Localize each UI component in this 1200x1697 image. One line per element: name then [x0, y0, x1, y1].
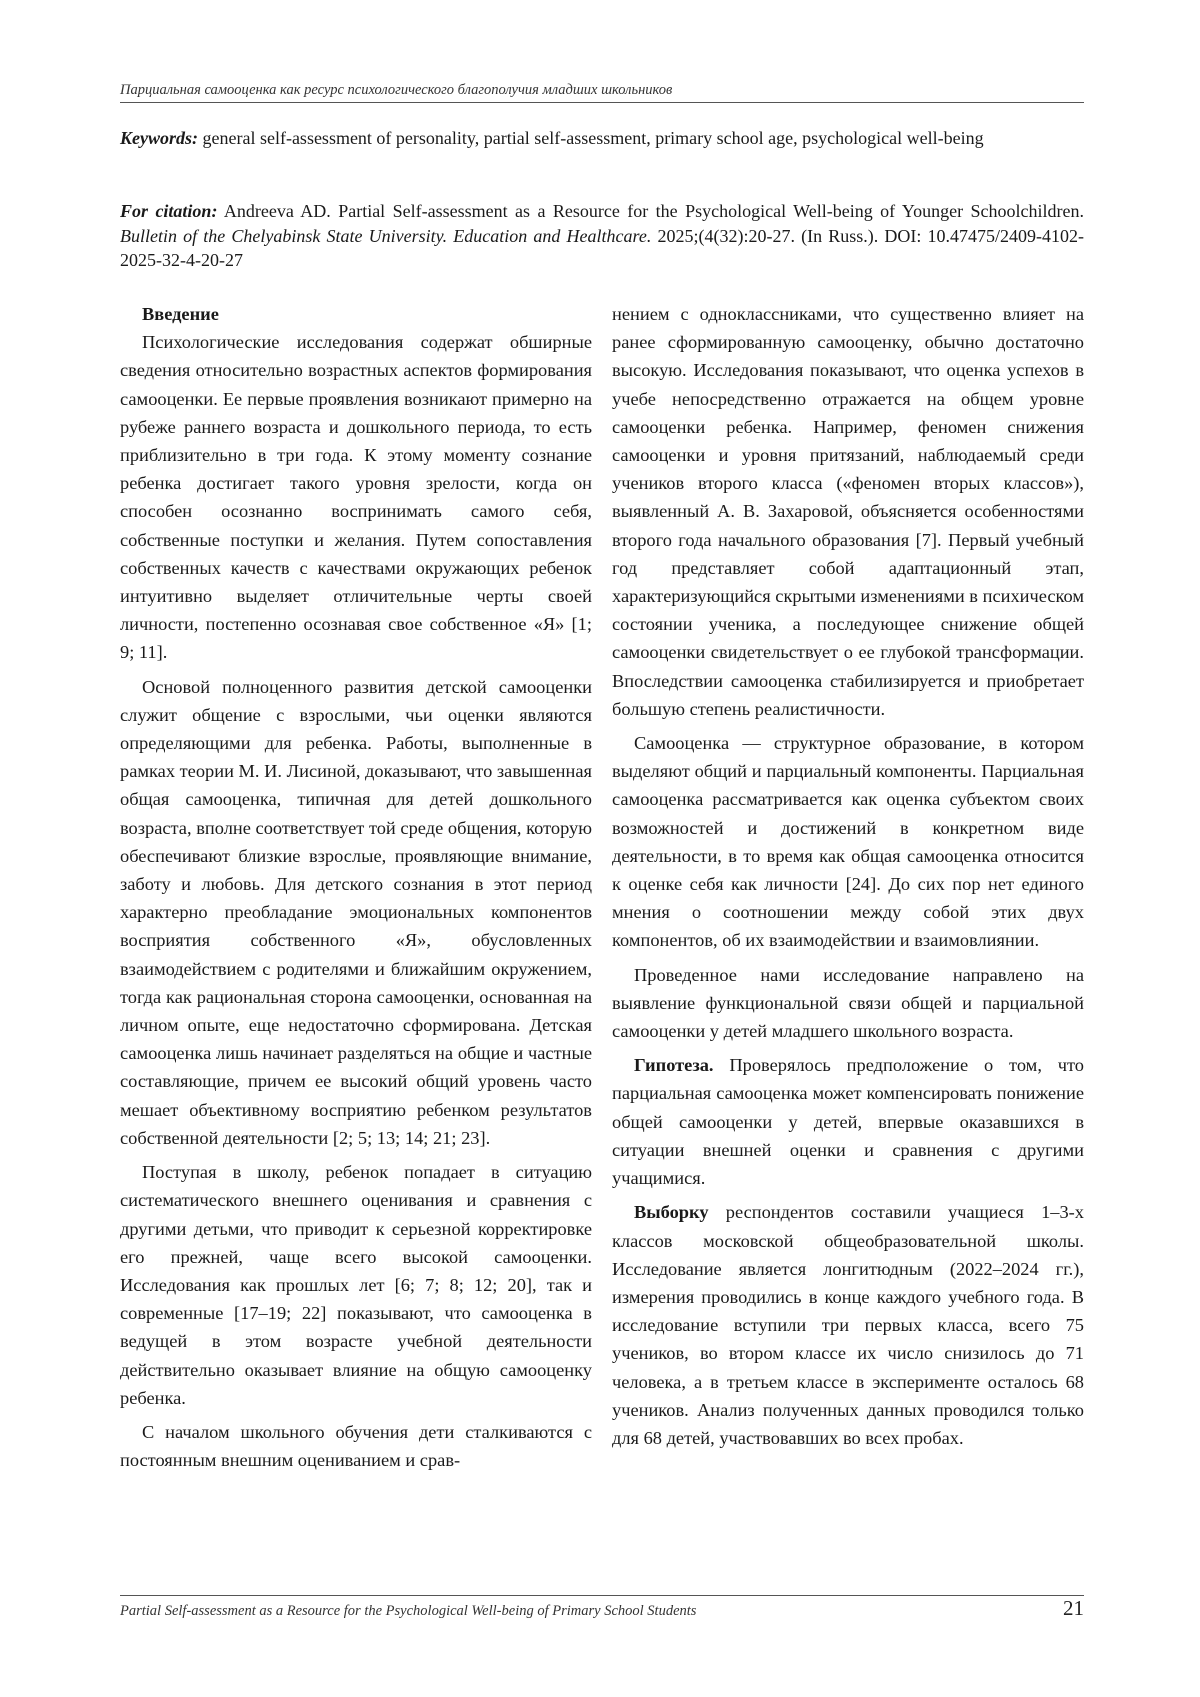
- paragraph: Проведенное нами исследование направлено на выявление функциональной связи общей и парциальной самооценки у детей младшего школьного возраста.: [612, 964, 1084, 1042]
- footer-rule: [120, 1595, 1084, 1596]
- citation-details: 2025;(4(32):20-27. (In Russ.). DOI: 10.47475/2409-4102-2025-32-4-20-27: [120, 225, 1084, 270]
- hypothesis-label: Гипотеза.: [634, 1055, 714, 1076]
- paragraph: Основой полноценного развития детской самооценки служит общение с взрослыми, чьи оценки являются определяющими для ребенка. Работы, выполненные в рамках теории М. И. Лисиной, доказывают, что завышенная общая самооценка, типичная для детей дошкольного возраста, вполне соответствует той среде общения, которую обеспечивают близкие взрослые, проявляющие внимание, заботу и любовь. Для детского сознания в этот период характерно преобладание эмоциональных компонентов восприятия собственного «Я», обусловленных взаимодействием с родителями и ближайшим окружением, тогда как рациональная сторона самооценки, основанная на личном опыте, еще недостаточно сформирована. Детская самооценка лишь начинает разделяться на общие и частные составляющие, причем ее высокий общий уровень часто мешает объективному восприятию ребенком результатов собственной деятельности [2; 5; 13; 14; 21; 23].: [120, 676, 592, 1148]
- running-header: Парциальная самооценка как ресурс психологического благополучия младших школьников: [120, 82, 673, 98]
- keywords-label: Keywords:: [120, 128, 198, 148]
- paragraph: Самооценка — структурное образование, в котором выделяют общий и парциальный компоненты. Парциальная самооценка рассматривается как оценка субъектом своих возможностей и достижений в конкретном виде деятельности, в то время как общая самооценка относится к оценке себя как личности [24]. До сих пор нет единого мнения о соотношении между собой этих двух компонентов, об их взаимодействии и взаимовлиянии.: [612, 733, 1084, 951]
- paragraph-continued: нением с одноклассниками, что существенно влияет на ранее сформированную самооценку, обычно достаточно высокую. Исследования показывают, что оценка успехов в учебе непосредственно отражается на общем уровне самооценки ребенка. Например, феномен снижения самооценки и уровня притязаний, наблюдаемый среди учеников второго класса («феномен вторых классов»), выявленный А. В. Захаровой, объясняется особенностями второго года начального образования [7]. Первый учебный год представляет собой адаптационный этап, характеризующийся скрытыми изменениями в психическом состоянии ученика, а последующее снижение общей самооценки свидетельствует о ее глубокой трансформации. Впоследствии самооценка стабилизируется и приобретает большую степень реалистичности.: [612, 304, 1084, 719]
- sample-text: респондентов составили учащиеся 1–3-х классов московской общеобразовательной школы. Исследование является лонгитюдным (2022–2024 гг.), измерения проводились в конце каждого учебного года. В исследование вступили три первых класса, всего 75 учеников, во втором классе их число снизилось до 71 человека, а в третьем классе в эксперименте осталось 68 учеников. Анализ полученных данных проводился только для 68 детей, участвовавших во всех пробах.: [612, 1202, 1084, 1448]
- paragraph-sample: [612, 1198, 1084, 1452]
- right-column: [612, 300, 1084, 1458]
- hypothesis-text: Проверялось предположение о том, что парциальная самооценка может компенсировать понижение общей самооценки у детей, впервые оказавшихся в ситуации внешней оценки и сравнения с другими учащимися.: [612, 1055, 1084, 1189]
- running-footer: Partial Self-assessment as a Resource for the Psychological Well-being of Primary School Students: [120, 1603, 697, 1619]
- section-heading-introduction: Введение: [142, 304, 219, 324]
- paragraph-hypothesis: [612, 1051, 1084, 1192]
- citation-label: For citation:: [120, 201, 218, 221]
- paragraph: Поступая в школу, ребенок попадает в ситуацию систематического внешнего оценивания и сравнения с другими детьми, что приводит к серьезной корректировке его прежней, чаще всего высокой самооценки. Исследования как прошлых лет [6; 7; 8; 12; 20], так и современные [17–19; 22] показывают, что самооценка в ведущей в этом возрасте учебной деятельности действительно оказывает влияние на общую самооценку ребенка.: [120, 1162, 592, 1408]
- citation-block: [120, 199, 1084, 273]
- citation-authors-title: Andreeva AD. Partial Self-assessment as a Resource for the Psychological Well-being of Younger Schoolchildren.: [223, 201, 1084, 221]
- left-column: [120, 300, 592, 1480]
- paragraph: Психологические исследования содержат обширные сведения относительно возрастных аспектов формирования самооценки. Ее первые проявления возникают примерно на рубеже раннего возраста и дошкольного периода, то есть приблизительно в три года. К этому моменту сознание ребенка достигает такого уровня зрелости, когда он способен осознанно воспринимать самого себя, собственные поступки и желания. Путем сопоставления собственных качеств с качествами окружающих ребенок интуитивно выделяет отличительные черты своей личности, постепенно осознавая свое собственное «Я» [1; 9; 11].: [120, 332, 592, 663]
- keywords-text: general self-assessment of personality, partial self-assessment, primary school age, psychological well-being: [202, 128, 984, 148]
- header-rule: [120, 102, 1084, 103]
- keywords-block: [120, 126, 1084, 151]
- page-number: 21: [1063, 1596, 1084, 1620]
- citation-journal: Bulletin of the Chelyabinsk State University. Education and Healthcare.: [120, 225, 652, 246]
- sample-label: Выборку: [634, 1202, 709, 1223]
- paragraph: С началом школьного обучения дети сталкиваются с постоянным внешним оцениванием и срав-: [120, 1421, 592, 1471]
